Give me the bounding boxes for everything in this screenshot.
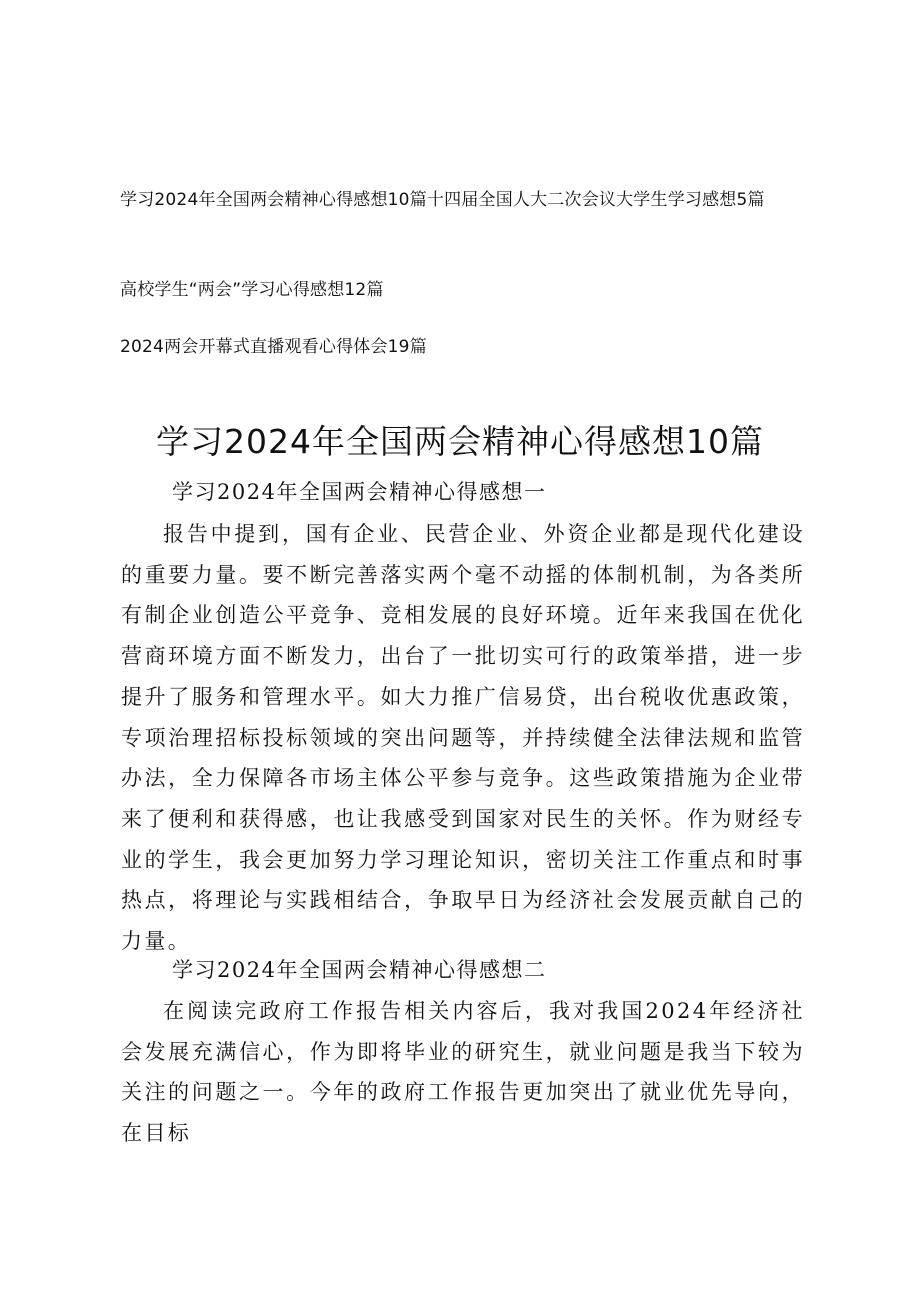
toc-entry: 学习2024年全国两会精神心得感想10篇十四届全国人大二次会议大学生学习感想5篇 [120,190,765,210]
toc-entry: 2024两会开幕式直播观看心得体会19篇 [120,337,427,357]
toc-entry: 高校学生“两会”学习心得感想12篇 [120,280,384,300]
document-title: 学习2024年全国两会精神心得感想10篇 [156,422,764,461]
section-heading: 学习2024年全国两会精神心得感想二 [172,958,547,982]
section-heading: 学习2024年全国两会精神心得感想一 [172,480,547,504]
section-body: 在阅读完政府工作报告相关内容后，我对我国2024年经济社会发展充满信心，作为即将毕业的研究生，就业问题是我当下较为关注的问题之一。今年的政府工作报告更加突出了就业优先导向，在目标 [121,999,805,1146]
section-body: 报告中提到，国有企业、民营企业、外资企业都是现代化建设的重要力量。要不断完善落实两个毫不动摇的体制机制，为各类所有制企业创造公平竞争、竞相发展的良好环境。近年来我国在优化营商环境方面不断发力，出台了一批切实可行的政策举措，进一步提升了服务和管理水平。如大力推广信易贷，出台税收优惠政策，专项治理招标投标领域的突出问题等，并持续健全法律法规和监管办法，全力保障各市场主体公平参与竞争。这些政策措施为企业带来了便利和获得感，也让我感受到国家对民生的关怀。作为财经专业的学生，我会更加努力学习理论知识，密切关注工作重点和时事热点，将理论与实践相结合，争取早日为经济社会发展贡献自己的力量。 [121,522,805,954]
